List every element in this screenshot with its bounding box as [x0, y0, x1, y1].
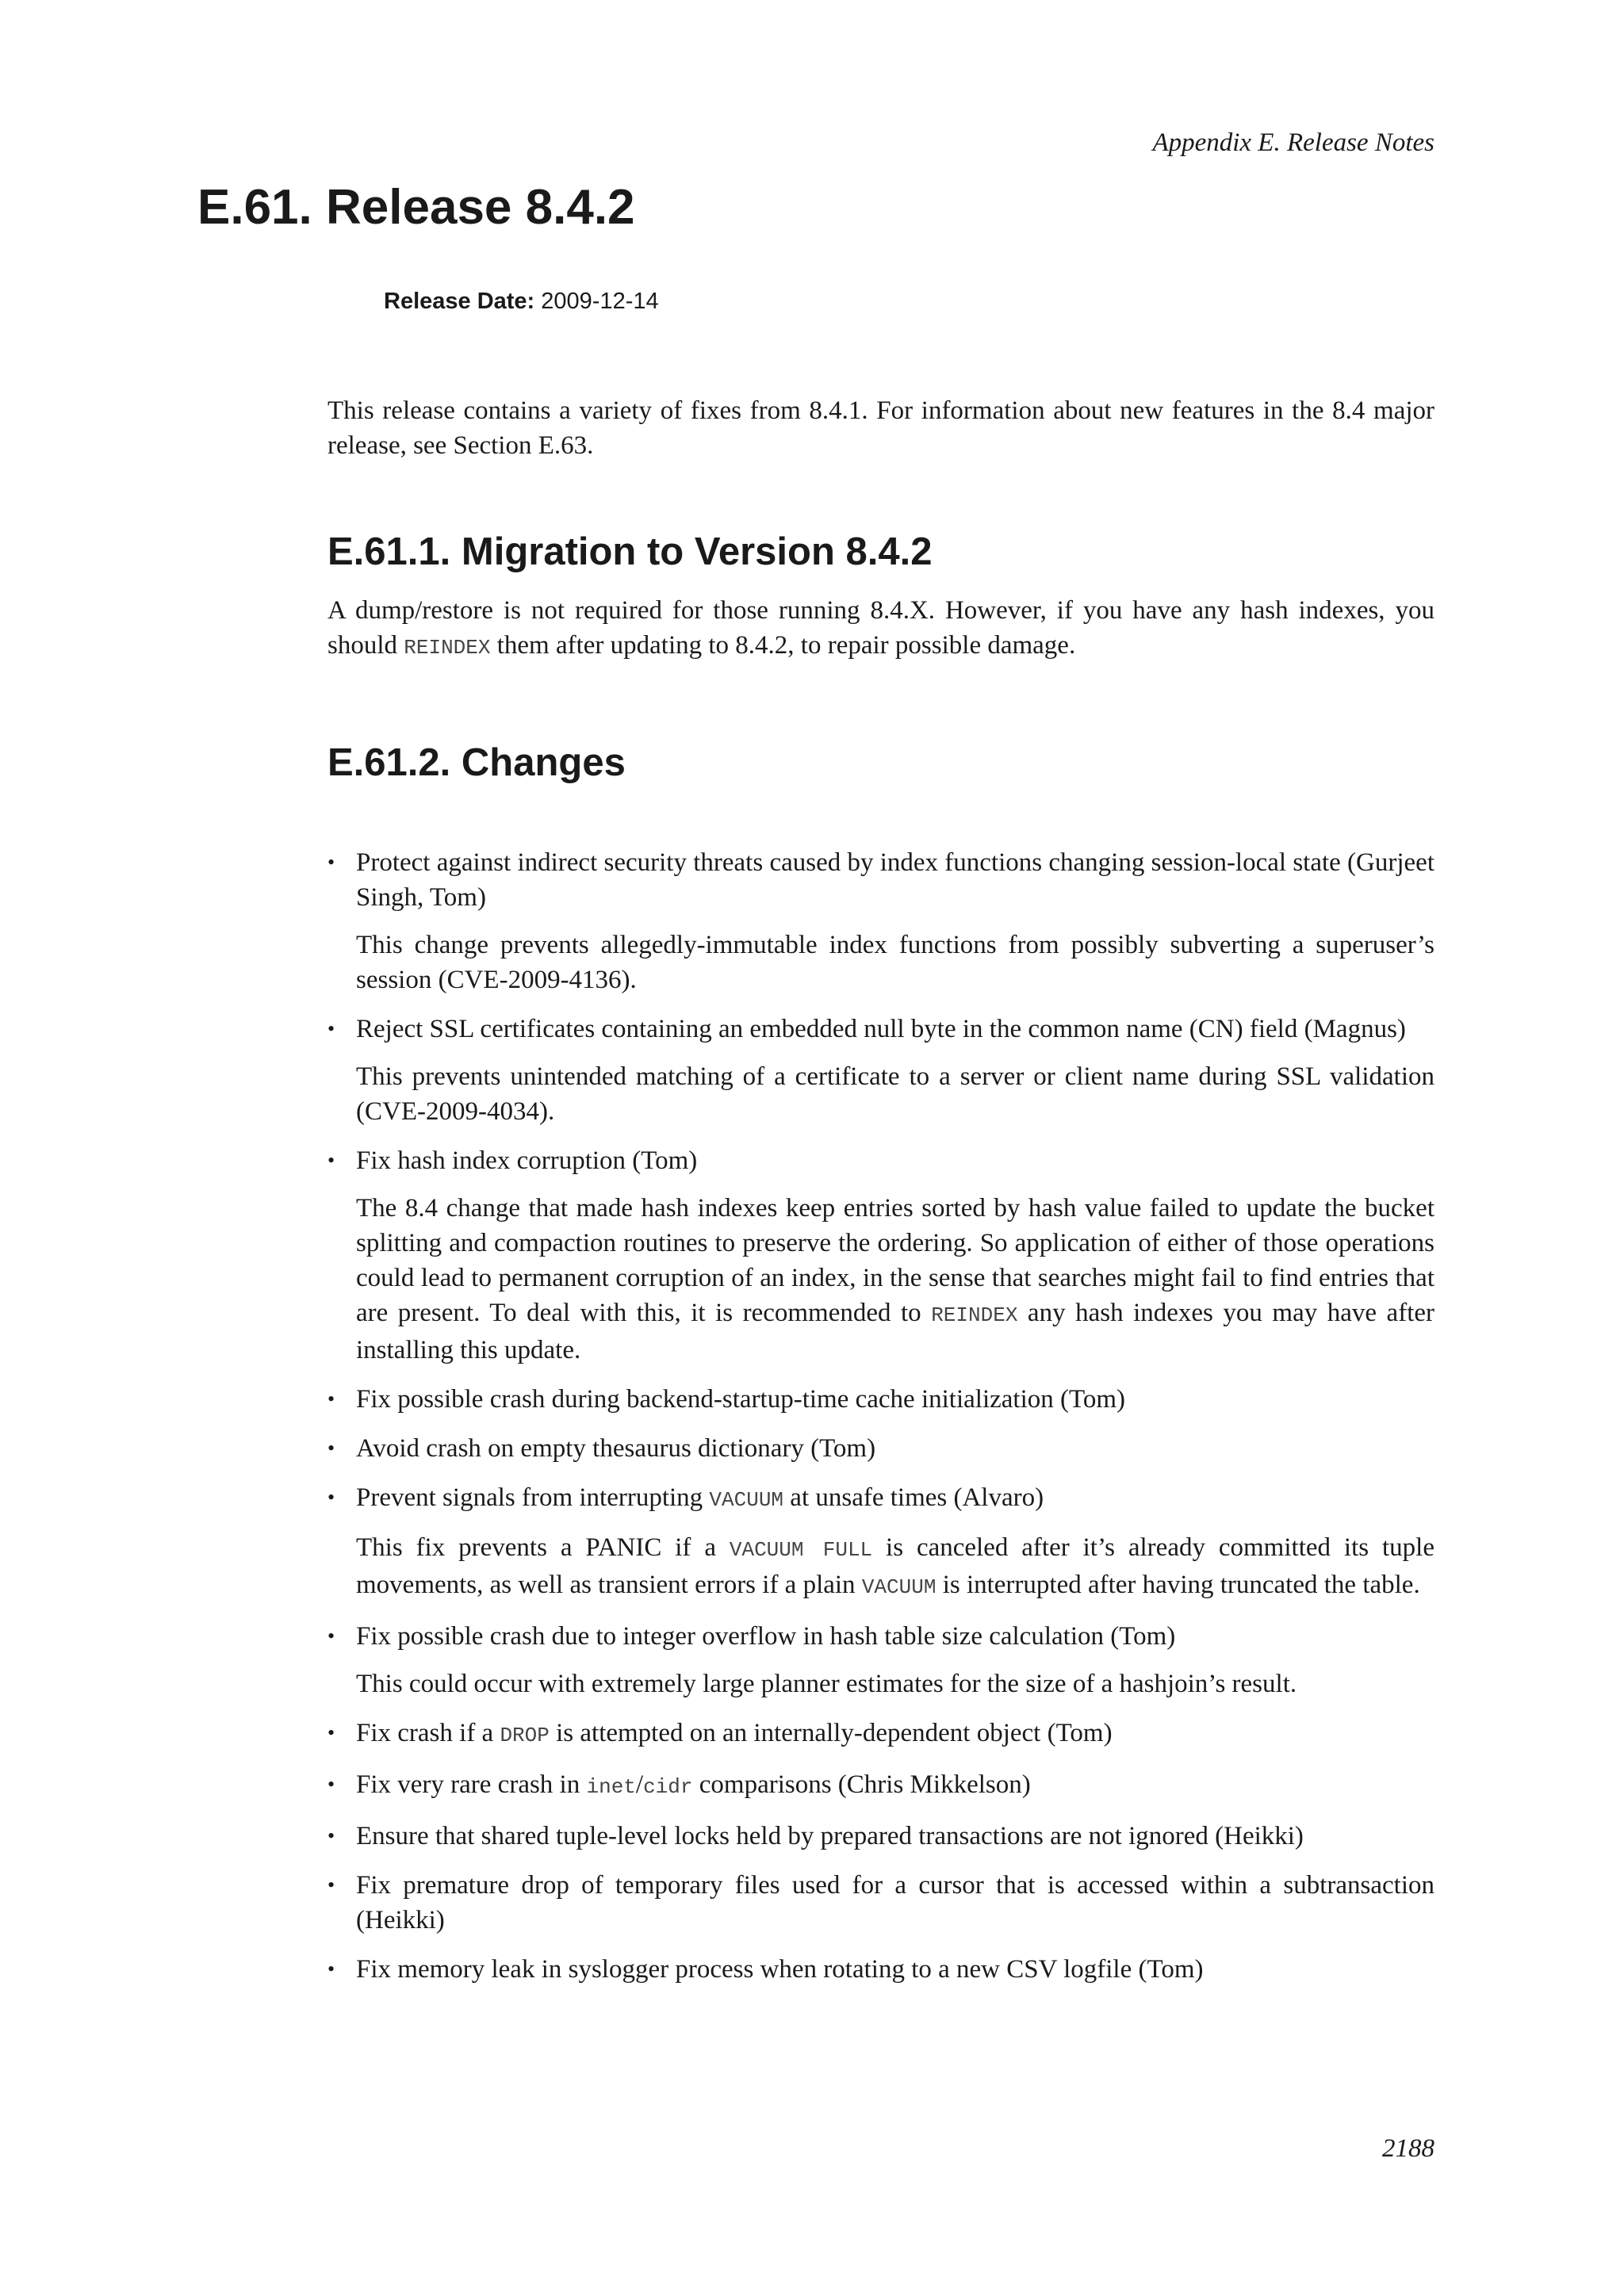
- list-item: [327, 1431, 1434, 1466]
- item-summary: Protect against indirect security threats caused by index functions changing session-local state (Gurjeet Singh, Tom): [356, 848, 1434, 912]
- summary-text: Prevent signals from interrupting: [356, 1483, 710, 1512]
- vacuum-code: VACUUM: [861, 1575, 936, 1599]
- item-summary: Fix possible crash during backend-startup-time cache initialization (Tom): [356, 1385, 1125, 1414]
- item-summary: Fix possible crash due to integer overflow in hash table size calculation (Tom): [356, 1622, 1176, 1651]
- item-detail: This change prevents allegedly-immutable index functions from possibly subverting a superuser’s session (CVE-2009-4136).: [356, 931, 1434, 994]
- bullet-icon: •: [327, 1624, 335, 1647]
- summary-text-end: comparisons (Chris Mikkelson): [692, 1770, 1031, 1799]
- list-item: [327, 845, 1434, 997]
- bullet-icon: •: [327, 1149, 335, 1172]
- list-item: [327, 1819, 1434, 1854]
- migration-section: [327, 593, 1434, 665]
- release-date-value: 2009-12-14: [541, 289, 659, 314]
- item-detail: This prevents unintended matching of a certificate to a server or client name during SSL validation (CVE-2009-4034).: [356, 1062, 1434, 1126]
- release-date: [384, 289, 659, 315]
- bullet-icon: •: [327, 1387, 335, 1410]
- changes-list: [327, 845, 1434, 2001]
- list-item: [327, 1619, 1434, 1701]
- intro-paragraph: This release contains a variety of fixes from 8.4.1. For information about new features in the 8.4 major release, see Section E.63.: [327, 396, 1434, 460]
- bullet-icon: •: [327, 1773, 335, 1796]
- vacuum-code: VACUUM: [709, 1488, 784, 1512]
- item-summary: [356, 1767, 1434, 1804]
- slash-text: /: [635, 1770, 644, 1799]
- bullet-icon: •: [327, 1873, 335, 1896]
- vacuum-full-code: VACUUM FULL: [729, 1538, 873, 1562]
- detail-text-end: any hash indexes you may have after installing this update.: [356, 1299, 1434, 1364]
- changes-heading: E.61.2. Changes: [327, 741, 626, 784]
- item-summary: Ensure that shared tuple-level locks held by prepared transactions are not ignored (Heikki): [356, 1822, 1304, 1850]
- bullet-icon: •: [327, 1017, 335, 1040]
- running-header: Appendix E. Release Notes: [1152, 128, 1434, 157]
- bullet-icon: •: [327, 1486, 335, 1509]
- inet-code: inet: [586, 1775, 636, 1799]
- detail-text: The 8.4 change that made hash indexes keep entries sorted by hash value failed to update the bucket splitting and compaction routines to preserve the ordering. So application of either of those operations could lead to permanent corruption of an index, in the sense that searches might fail to find entries that are present. To deal with this, it is recommended to: [356, 1194, 1434, 1327]
- item-summary: Fix hash index corruption (Tom): [356, 1146, 698, 1175]
- cidr-code: cidr: [643, 1775, 693, 1799]
- detail-text-end: is interrupted after having truncated the table.: [936, 1571, 1420, 1599]
- migration-paragraph: [327, 593, 1434, 665]
- item-summary: Avoid crash on empty thesaurus dictionary (Tom): [356, 1434, 876, 1463]
- list-item: [327, 1952, 1434, 1987]
- item-summary: [356, 1716, 1434, 1753]
- migration-heading: E.61.1. Migration to Version 8.4.2: [327, 530, 933, 573]
- bullet-icon: •: [327, 1957, 335, 1980]
- bullet-icon: •: [327, 1721, 335, 1744]
- page-number: 2188: [1382, 2134, 1434, 2163]
- bullet-icon: •: [327, 1437, 335, 1460]
- list-item: [327, 1767, 1434, 1804]
- drop-code: DROP: [500, 1724, 550, 1747]
- bullet-icon: •: [327, 851, 335, 874]
- list-item: [327, 1012, 1434, 1129]
- list-item: [327, 1480, 1434, 1605]
- item-detail: [356, 1530, 1434, 1605]
- summary-text-end: at unsafe times (Alvaro): [783, 1483, 1044, 1512]
- item-summary: Fix memory leak in syslogger process when rotating to a new CSV logfile (Tom): [356, 1955, 1204, 1984]
- detail-text: This fix prevents a PANIC if a: [356, 1533, 730, 1562]
- list-item: [327, 1382, 1434, 1417]
- chapter-title: E.61. Release 8.4.2: [197, 180, 635, 235]
- release-date-label: Release Date:: [384, 289, 535, 314]
- list-item: [327, 1716, 1434, 1753]
- list-item: [327, 1143, 1434, 1368]
- summary-text: Fix crash if a: [356, 1719, 500, 1747]
- item-summary: Reject SSL certificates containing an embedded null byte in the common name (CN) field (Magnus): [356, 1015, 1406, 1043]
- item-detail: This could occur with extremely large planner estimates for the size of a hashjoin’s result.: [356, 1670, 1297, 1698]
- migration-text-end: them after updating to 8.4.2, to repair possible damage.: [490, 631, 1076, 660]
- reindex-code: REINDEX: [404, 636, 491, 660]
- intro-section: [327, 393, 1434, 463]
- migration-text: A dump/restore is not required for those running 8.4.X. However, if you have any hash indexes, you should: [327, 596, 1434, 660]
- summary-text-end: is attempted on an internally-dependent object (Tom): [549, 1719, 1113, 1747]
- item-summary: [356, 1480, 1434, 1517]
- summary-text: Fix very rare crash in: [356, 1770, 587, 1799]
- reindex-code: REINDEX: [931, 1303, 1018, 1327]
- item-summary: Fix premature drop of temporary files used for a cursor that is accessed within a subtransaction (Heikki): [356, 1871, 1434, 1934]
- item-detail: [356, 1191, 1434, 1368]
- list-item: [327, 1868, 1434, 1938]
- detail-text-mid: is canceled after it’s already committed its tuple movements, as well as transient errors if a plain: [356, 1533, 1434, 1599]
- bullet-icon: •: [327, 1824, 335, 1847]
